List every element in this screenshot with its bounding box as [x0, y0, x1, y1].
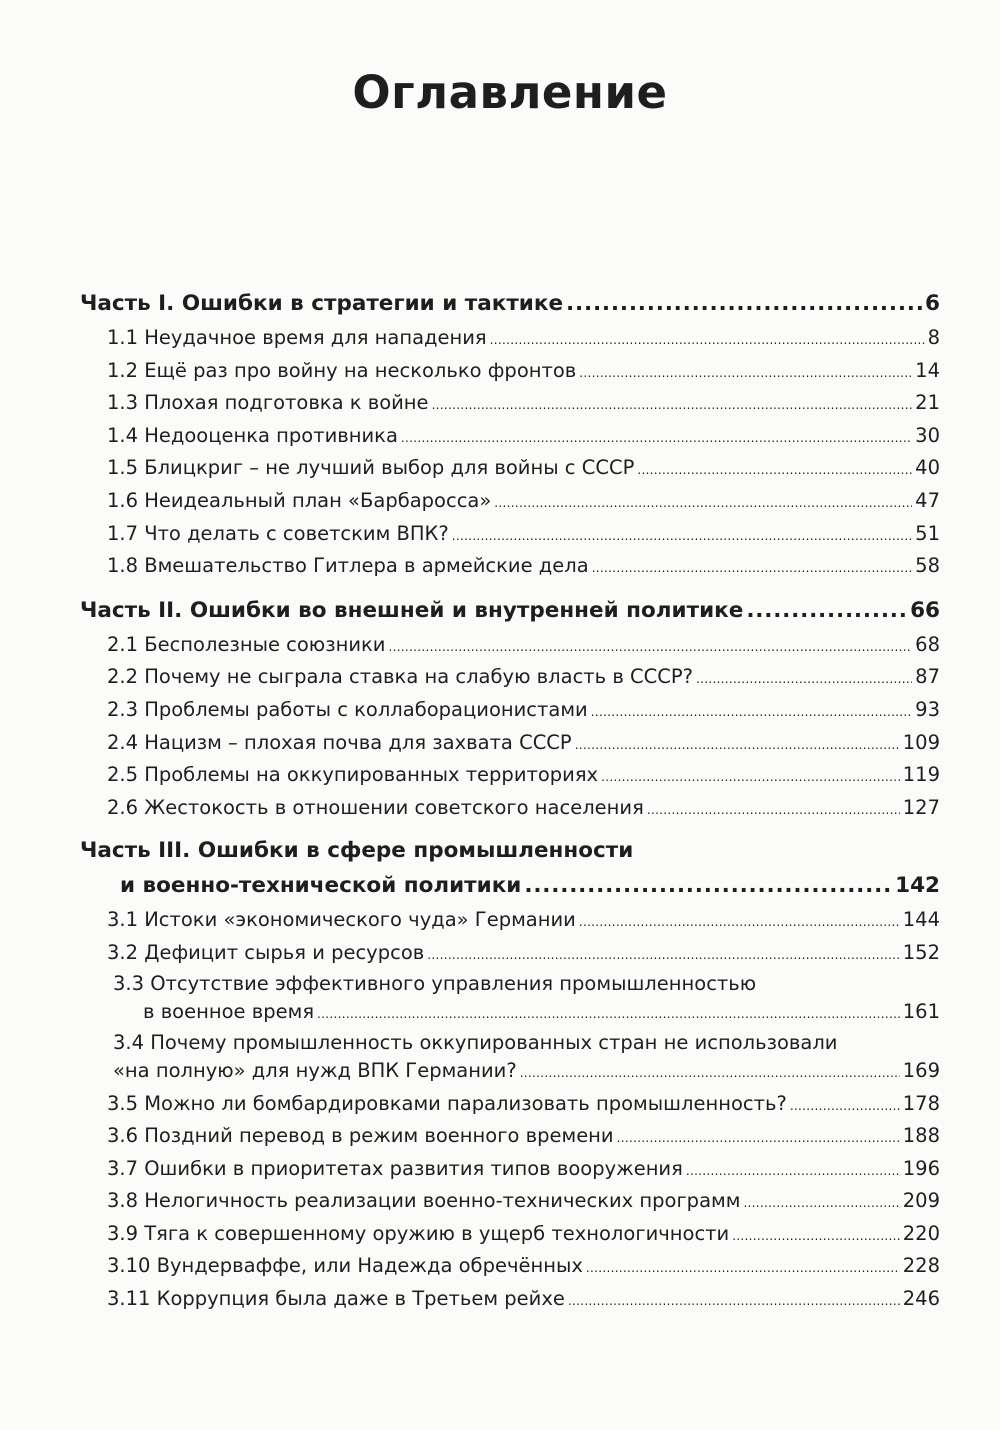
dot-leader: [790, 1088, 900, 1123]
toc-section-title: 2.4 Нацизм – плохая почва для захвата СССР: [107, 730, 572, 754]
toc-page-number: 196: [902, 1156, 940, 1180]
toc-section-1-2[interactable]: [80, 355, 940, 388]
toc-page-number: 246: [902, 1287, 940, 1311]
toc-page-number: 21: [915, 391, 940, 415]
toc-page-number: 152: [902, 940, 940, 964]
dot-leader: [317, 998, 900, 1028]
dot-leader: [647, 792, 900, 827]
toc-section-1-8[interactable]: [80, 550, 940, 583]
toc-section-title: 3.10 Вундерваффе, или Надежда обречённых: [107, 1254, 583, 1278]
toc-page-number: 109: [902, 730, 940, 754]
dot-leader: [432, 387, 913, 422]
toc-page-number: 40: [915, 456, 940, 480]
toc-section-2-6[interactable]: [80, 792, 940, 825]
dot-leader: [732, 1218, 900, 1253]
toc-page-number: 228: [902, 1254, 940, 1278]
toc-section-title: 3.5 Можно ли бомбардировками парализовать промышленность?: [107, 1091, 787, 1115]
dot-leader: [520, 1057, 900, 1087]
toc-section-title: «на полную» для нужд ВПК Германии?: [113, 1058, 517, 1082]
toc-section-2-5[interactable]: [80, 759, 940, 792]
toc-part-title: Часть II. Ошибки во внешней и внутренней политике: [80, 597, 744, 623]
toc-section-title: 3.7 Ошибки в приоритетах развития типов вооружения: [107, 1156, 683, 1180]
dot-leader: [746, 593, 907, 629]
toc-section-title: в военное время: [143, 999, 315, 1023]
toc-section-title: 1.6 Неидеальный план «Барбаросса»: [107, 488, 492, 512]
page-title: Оглавление: [352, 66, 668, 119]
toc-section-title: 3.11 Коррупция была даже в Третьем рейхе: [107, 1287, 565, 1311]
dot-leader: [568, 1283, 900, 1318]
toc-page-number: 188: [902, 1124, 940, 1148]
dot-leader: [696, 661, 912, 696]
dot-leader: [637, 452, 912, 487]
toc-section-3-7[interactable]: [80, 1153, 940, 1186]
toc-part-2[interactable]: [80, 593, 940, 629]
toc-section-1-1[interactable]: [80, 322, 940, 355]
toc-part-title: и военно-технической политики: [120, 873, 522, 899]
toc-section-title: 2.5 Проблемы на оккупированных территориях: [107, 763, 599, 787]
toc-page-number: 6: [925, 291, 940, 316]
toc-page-number: 87: [915, 665, 940, 689]
toc-section-1-7[interactable]: [80, 518, 940, 551]
toc-section-3-3-line1[interactable]: 3.3 Отсутствие эффективного управления промышленностью: [113, 971, 757, 995]
dot-leader: [686, 1153, 900, 1188]
toc-section-3-9[interactable]: [80, 1218, 940, 1251]
toc-page-number: 30: [915, 423, 940, 447]
dot-leader: [586, 1250, 900, 1285]
dot-leader: [579, 904, 900, 939]
toc-section-title: 3.1 Истоки «экономического чуда» Германии: [107, 908, 576, 932]
toc-part-3-title-line1[interactable]: Часть III. Ошибки в сфере промышленности: [80, 838, 634, 864]
toc-page-number: 47: [915, 488, 940, 512]
toc-section-3-4[interactable]: [80, 1057, 940, 1088]
toc-page-number: 178: [902, 1091, 940, 1115]
dot-leader: [575, 727, 900, 762]
toc-section-title: 1.4 Недооценка противника: [107, 423, 398, 447]
toc-section-3-4-line1[interactable]: 3.4 Почему промышленность оккупированных стран не использовали: [113, 1030, 838, 1054]
toc-section-3-3[interactable]: [80, 998, 940, 1029]
toc-section-title: 2.3 Проблемы работы с коллаборационистами: [107, 697, 588, 721]
toc-section-2-4[interactable]: [80, 727, 940, 760]
toc-page-number: 142: [895, 873, 940, 899]
table-of-contents: [80, 286, 940, 1316]
toc-page-number: 51: [915, 521, 940, 545]
toc-page-number: 127: [902, 795, 940, 819]
dot-leader: [427, 937, 900, 972]
toc-section-2-1[interactable]: [80, 629, 940, 662]
toc-section-title: 1.3 Плохая подготовка к войне: [107, 391, 429, 415]
toc-section-title: 3.9 Тяга к совершенному оружию в ущерб технологичности: [107, 1221, 730, 1245]
toc-section-2-3[interactable]: [80, 694, 940, 727]
toc-section-1-4[interactable]: [80, 420, 940, 453]
toc-section-1-5[interactable]: [80, 452, 940, 485]
toc-page-number: 8: [927, 326, 940, 349]
dot-leader: [401, 420, 912, 455]
toc-page-number: 209: [902, 1189, 940, 1213]
dot-leader: [494, 485, 912, 520]
toc-part-title: Часть I. Ошибки в стратегии и тактике: [80, 291, 564, 316]
toc-page-number: 169: [902, 1058, 940, 1082]
toc-section-2-2[interactable]: [80, 661, 940, 694]
toc-section-1-6[interactable]: [80, 485, 940, 518]
dot-leader: [388, 629, 912, 664]
toc-part-1[interactable]: [80, 286, 940, 322]
toc-page-number: 14: [915, 358, 940, 382]
toc-section-title: 2.2 Почему не сыграла ставка на слабую власть в СССР?: [107, 665, 693, 689]
dot-leader: [591, 694, 912, 729]
toc-section-3-6[interactable]: [80, 1120, 940, 1153]
toc-section-3-2[interactable]: [80, 937, 940, 970]
dot-leader: [601, 759, 900, 794]
toc-section-title: 3.6 Поздний перевод в режим военного времени: [107, 1124, 614, 1148]
dot-leader: [524, 868, 892, 904]
toc-page-number: 58: [915, 554, 940, 578]
toc-section-title: 3.2 Дефицит сырья и ресурсов: [107, 940, 425, 964]
dot-leader: [566, 286, 922, 322]
toc-section-3-10[interactable]: [80, 1250, 940, 1283]
toc-page-number: 119: [902, 763, 940, 787]
toc-page-number: 220: [902, 1221, 940, 1245]
toc-section-title: 1.5 Блицкриг – не лучший выбор для войны с СССР: [107, 456, 635, 480]
dot-leader: [743, 1185, 899, 1220]
toc-page-number: 68: [915, 632, 940, 656]
toc-section-title: 1.7 Что делать с советским ВПК?: [107, 521, 449, 545]
toc-page-number: 93: [915, 697, 940, 721]
toc-section-3-8[interactable]: [80, 1185, 940, 1218]
toc-section-title: 1.1 Неудачное время для нападения: [107, 326, 487, 349]
dot-leader: [452, 518, 912, 553]
dot-leader: [490, 322, 925, 357]
toc-section-title: 1.2 Ещё раз про войну на несколько фронтов: [107, 358, 577, 382]
toc-page-number: 161: [902, 999, 940, 1023]
dot-leader: [579, 355, 912, 390]
toc-section-title: 1.8 Вмешательство Гитлера в армейские дела: [107, 554, 589, 578]
toc-section-title: 3.8 Нелогичность реализации военно-технических программ: [107, 1189, 741, 1213]
toc-page-number: 144: [902, 908, 940, 932]
toc-section-3-5[interactable]: [80, 1088, 940, 1121]
toc-section-3-11[interactable]: [80, 1283, 940, 1316]
toc-section-1-3[interactable]: [80, 387, 940, 420]
dot-leader: [617, 1120, 900, 1155]
toc-section-title: 2.6 Жестокость в отношении советского населения: [107, 795, 644, 819]
toc-section-title: 2.1 Бесполезные союзники: [107, 632, 386, 656]
toc-part-3[interactable]: [80, 868, 940, 904]
dot-leader: [592, 550, 912, 585]
toc-page-number: 66: [910, 597, 940, 623]
toc-section-3-1[interactable]: [80, 904, 940, 937]
